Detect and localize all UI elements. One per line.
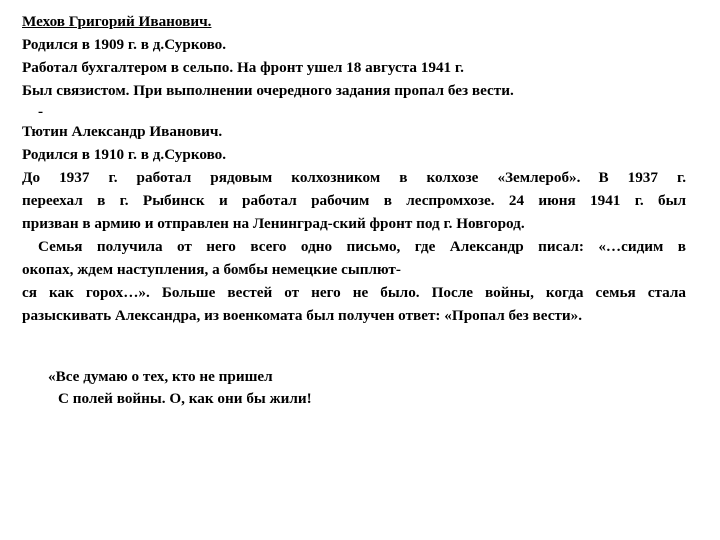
birth-line-tyutin — [22, 143, 686, 166]
bio-line-5: окопах, ждем наступления, а бомбы немецкие сыплют- — [22, 261, 401, 278]
fate-line-mekhov: Был связистом. При выполнении очередного задания пропал без вести. — [22, 82, 514, 99]
birth-line-mekhov — [22, 33, 686, 56]
bio-line-2: переехал в г. Рыбинск и работал рабочим в леспромхозе. 24 июня 1941 г. был — [22, 192, 686, 209]
work-line-mekhov: Работал бухгалтером в сельпо. На фронт ушел 18 августа 1941 г. — [22, 59, 464, 76]
poem-quote — [48, 366, 312, 410]
poem-line-1: «Все думаю о тех, кто не пришел — [48, 368, 273, 385]
bio-line-1 — [22, 166, 686, 189]
bio-line-3: призван в армию и отправлен на Ленинград-ский фронт под г. Новгород. — [22, 215, 525, 232]
bio-line-6: ся как горох…». Больше вестей от него не было. После войны, когда семья стала — [22, 284, 686, 301]
person-name-tyutin: Тютин Александр Иванович. — [22, 123, 223, 140]
poem-line-2: С полей войны. О, как они бы жили! — [58, 390, 312, 407]
bio-line-4: Семья получила от него всего одно письмо, где Александр писал: «…сидим в — [38, 238, 686, 255]
bio-line-7: разыскивать Александра, из военкомата был получен ответ: «Пропал без вести». — [22, 307, 583, 324]
birth-text-mekhov: Родился в 1909 г. в д.Сурково. — [22, 36, 227, 53]
bio-line-1b: В 1937 г. — [598, 169, 687, 186]
person-name-mekhov: Мехов Григорий Иванович. — [22, 13, 212, 30]
document-body — [22, 10, 686, 327]
separator-dash: - — [38, 103, 44, 120]
bio-line-1a: До 1937 г. работал рядовым колхозником в колхозе «Землероб». — [22, 169, 581, 186]
birth-text-tyutin: Родился в 1910 г. в д.Сурково. — [22, 146, 227, 163]
